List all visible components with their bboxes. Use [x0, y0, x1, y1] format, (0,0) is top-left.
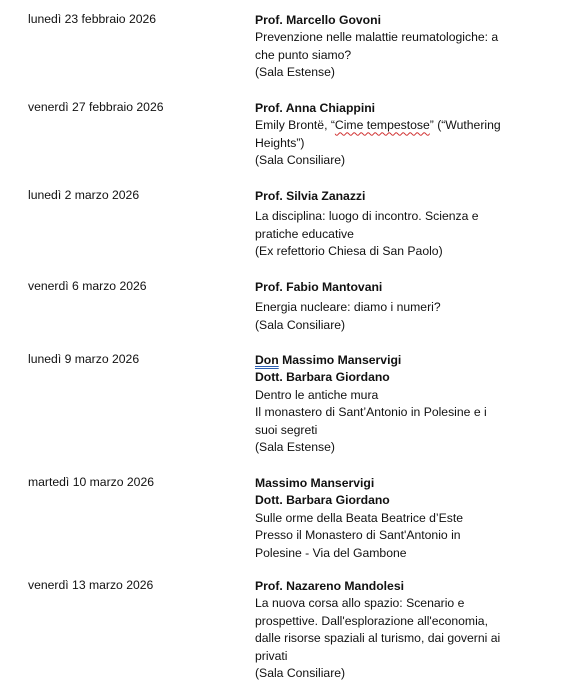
speaker-name: Prof. Marcello Govoni: [255, 13, 381, 27]
lecture-title-line: Presso il Monastero di Sant'Antonio in: [255, 528, 461, 543]
lecture-title-line: Sulle orme della Beata Beatrice d’Este: [255, 510, 463, 525]
speaker-name: Prof. Fabio Mantovani: [255, 280, 383, 294]
speaker-name: Massimo Manservigi: [255, 476, 375, 490]
speaker-name: Dott. Barbara Giordano: [255, 493, 390, 508]
entry-info: [255, 12, 545, 82]
speaker-name-text: Massimo Manservigi: [278, 353, 402, 367]
venue: (Sala Consiliare): [255, 153, 346, 168]
venue: (Sala Consiliare): [255, 666, 346, 681]
lecture-title-line: La nuova corsa allo spazio: Scenario e: [255, 596, 465, 611]
lecture-title-line: La disciplina: luogo di incontro. Scienza e: [255, 209, 479, 224]
entry-info: [255, 578, 545, 682]
lecture-title-line: dalle risorse spaziali al turismo, dai governi ai: [255, 631, 501, 646]
entry-info: [255, 279, 545, 334]
venue: (Sala Consiliare): [255, 317, 346, 332]
title-text: ” (“Wuthering: [429, 118, 501, 133]
entry-info: [255, 475, 545, 562]
speaker-name: Prof. Silvia Zanazzi: [255, 189, 366, 203]
lecture-title-line: Energia nucleare: diamo i numeri?: [255, 300, 441, 315]
venue: (Sala Estense): [255, 440, 335, 455]
speaker-name: Prof. Nazareno Mandolesi: [255, 579, 404, 593]
lecture-title-line: pratiche educative: [255, 226, 354, 241]
title-text: Emily Brontë, “: [255, 118, 335, 133]
speaker-name: Prof. Anna Chiappini: [255, 101, 376, 115]
lecture-title-line: Heights”): [255, 135, 305, 150]
entry-date: lunedì 23 febbraio 2026: [28, 12, 157, 26]
lecture-title-line: suoi segreti: [255, 422, 318, 437]
venue: (Ex refettorio Chiesa di San Paolo): [255, 244, 443, 259]
lecture-title-line: prospettive. Dall'esplorazione all'economia,: [255, 613, 488, 628]
lecture-title-line: Il monastero di Sant’Antonio in Polesine e i: [255, 405, 487, 420]
lecture-title-line: Prevenzione nelle malattie reumatologiche: a: [255, 30, 499, 45]
lecture-title-line: Polesine - Via del Gambone: [255, 545, 407, 560]
lecture-title-line: privati: [255, 648, 288, 663]
lecture-title-line: Dentro le antiche mura: [255, 387, 379, 402]
venue: (Sala Estense): [255, 65, 335, 80]
lecture-title-line: che punto siamo?: [255, 47, 352, 62]
entry-date: venerdì 13 marzo 2026: [28, 578, 154, 592]
entry-info: [255, 352, 545, 456]
speaker-name: Dott. Barbara Giordano: [255, 370, 390, 385]
entry-date: venerdì 6 marzo 2026: [28, 279, 147, 293]
speaker-name: [255, 352, 545, 369]
grammar-flagged-text: Don: [255, 353, 279, 367]
entry-date: martedì 10 marzo 2026: [28, 475, 155, 489]
entry-date: lunedì 9 marzo 2026: [28, 352, 140, 366]
lecture-title-line: [255, 117, 545, 134]
entry-date: lunedì 2 marzo 2026: [28, 188, 140, 202]
entry-date: venerdì 27 febbraio 2026: [28, 100, 164, 114]
entry-info: [255, 188, 545, 261]
spellcheck-flagged-text: Cime tempestose: [334, 118, 430, 133]
entry-info: [255, 100, 545, 170]
